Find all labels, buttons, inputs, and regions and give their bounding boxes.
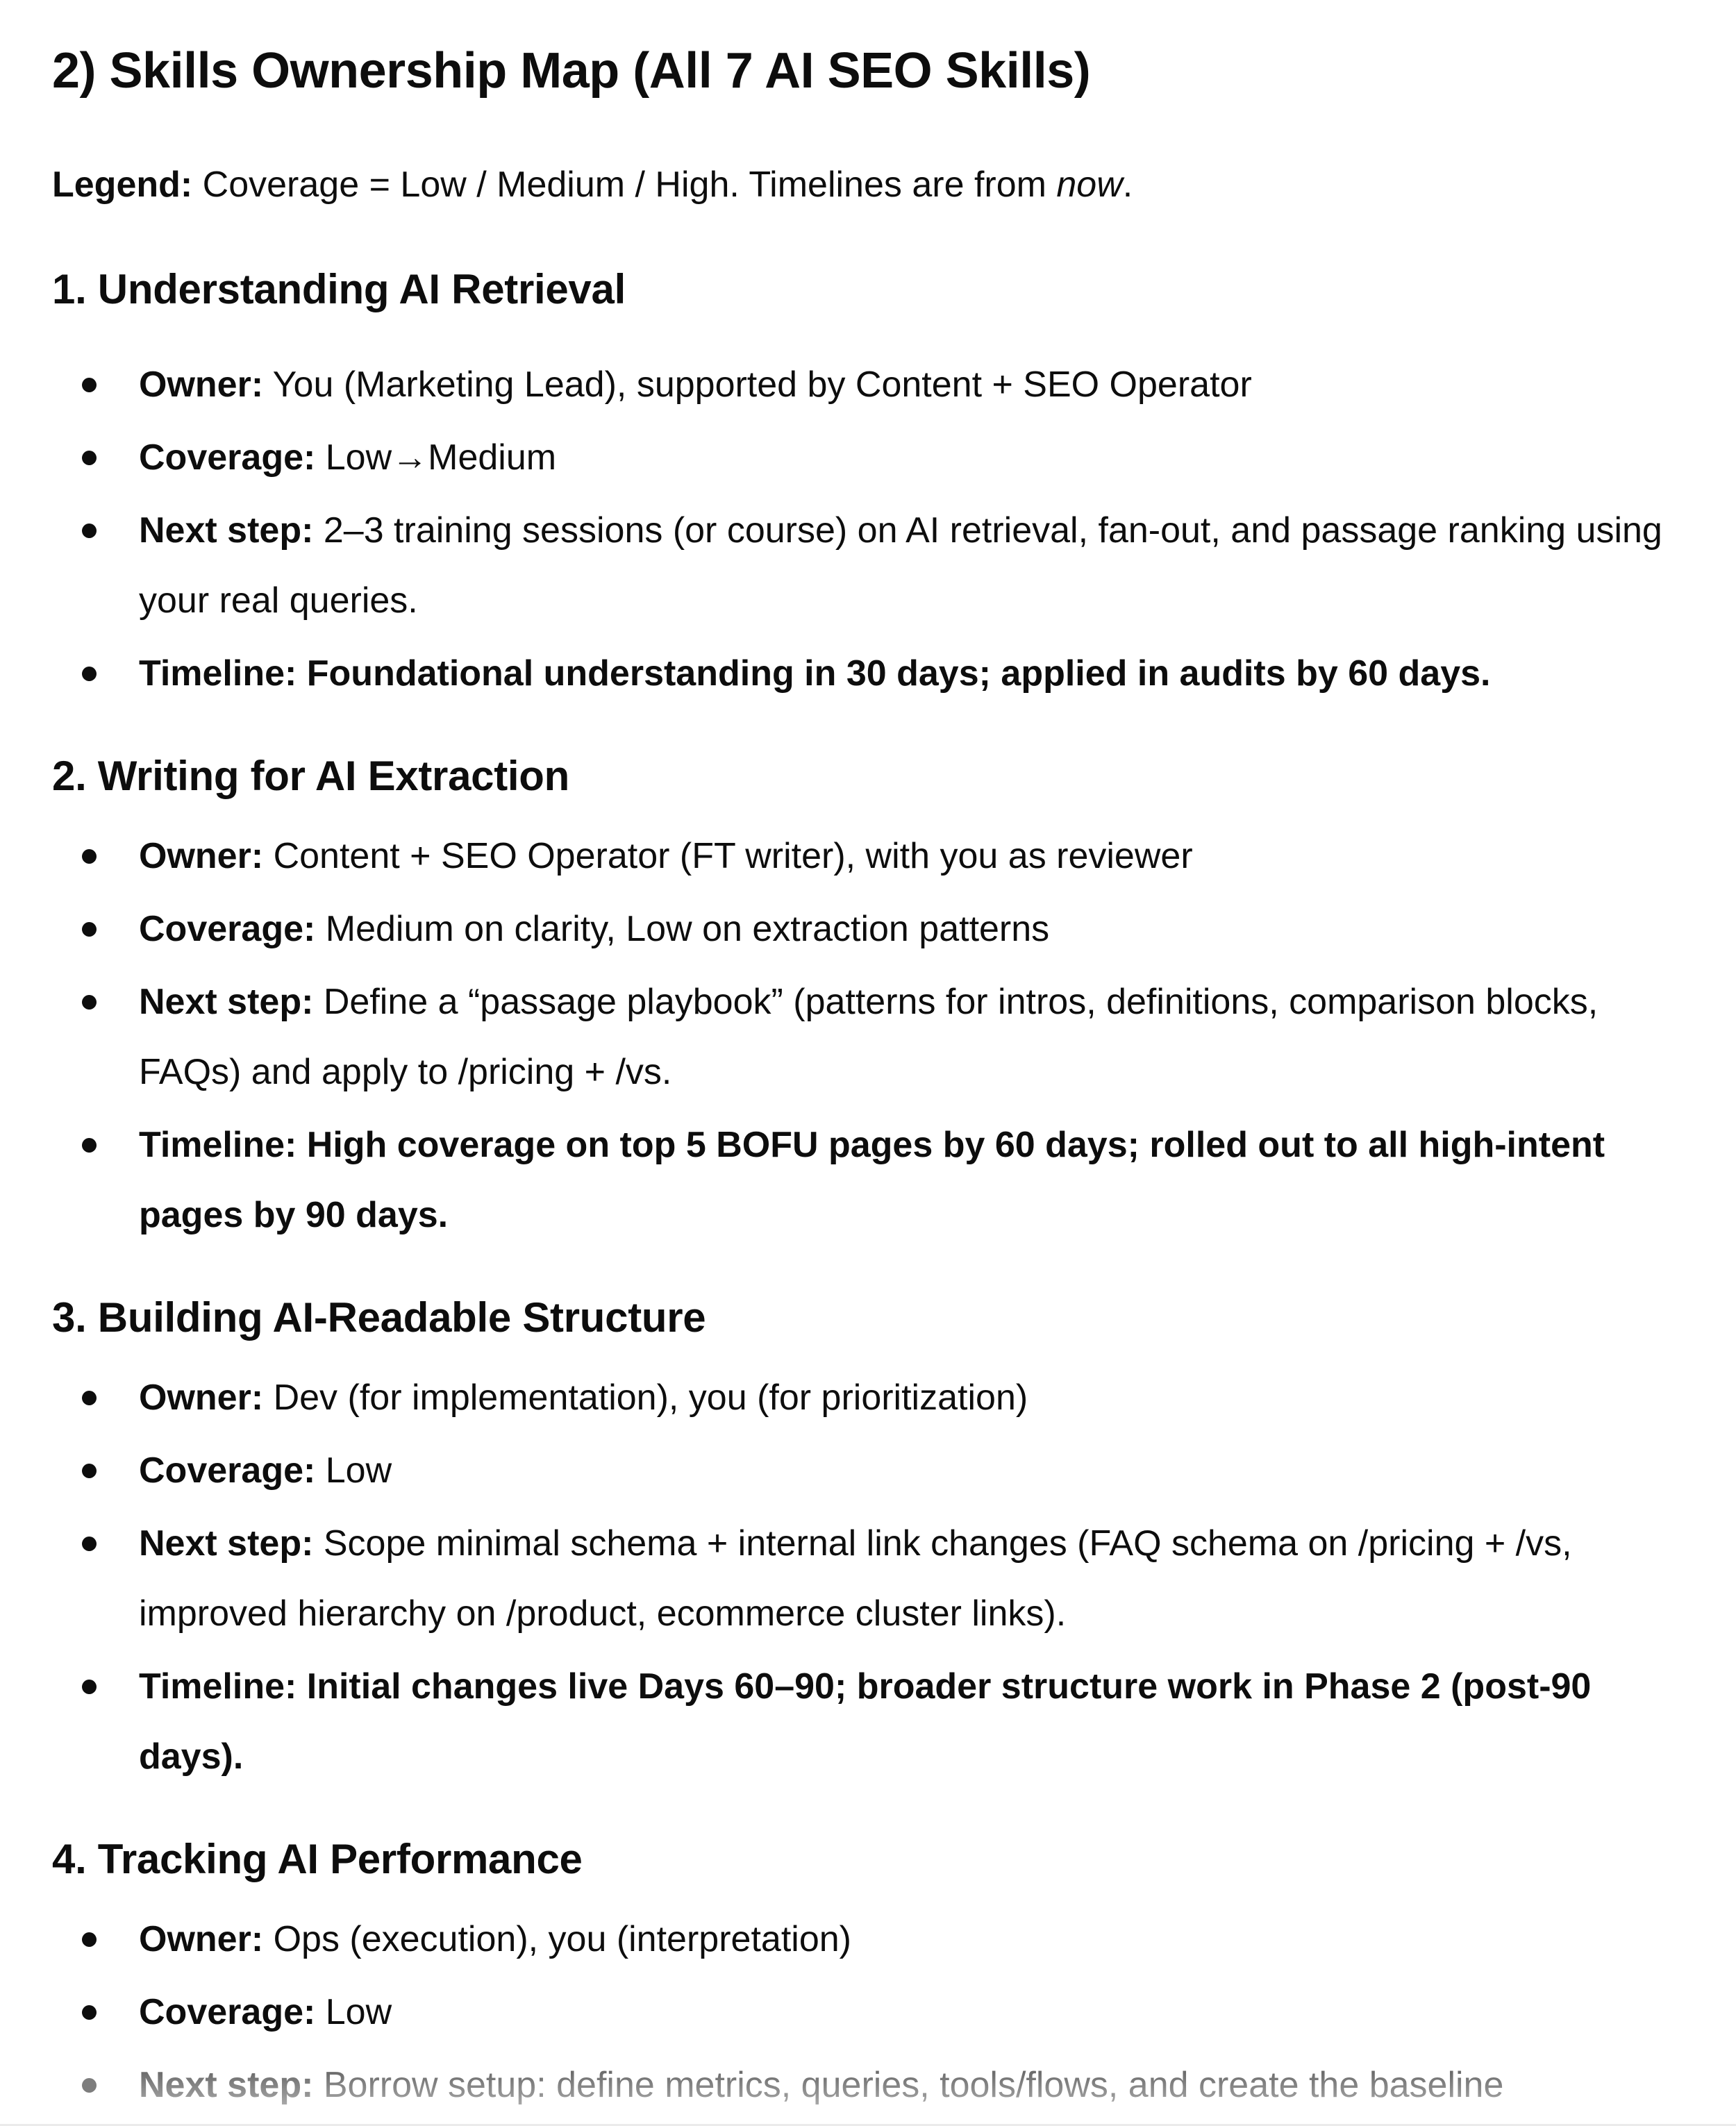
- bullet-label: Next step:: [139, 2065, 314, 2105]
- bullet-label: Timeline:: [139, 1125, 297, 1165]
- section-heading-1: 1. Understanding AI Retrieval: [52, 266, 626, 312]
- bullet-label: Owner:: [139, 836, 264, 876]
- bullet-marker: [82, 1138, 97, 1153]
- bullet-marker: [82, 2005, 97, 2020]
- bullet-marker: [82, 1391, 97, 1405]
- bullet-text: Ops (execution), you (interpretation): [263, 1919, 851, 1959]
- page-title: 2) Skills Ownership Map (All 7 AI SEO Skills): [52, 43, 1091, 99]
- section-1-bullet-list: [52, 350, 1694, 709]
- bullet-label: Coverage:: [139, 1992, 316, 2032]
- bullet-timeline: [52, 1652, 1694, 1792]
- bullet-marker: [82, 1680, 97, 1694]
- bullet-marker: [82, 1932, 97, 1947]
- bullet-text: Medium on clarity, Low on extraction patterns: [315, 909, 1050, 949]
- bullet-text: You (Marketing Lead), supported by Content + SEO Operator: [263, 365, 1252, 405]
- bullet-text: High coverage on top 5 BOFU pages by 60 days; rolled out to all high-intent pages by 90 days.: [139, 1125, 1605, 1235]
- bullet-marker: [82, 667, 97, 681]
- section-heading-4: 4. Tracking AI Performance: [52, 1836, 583, 1882]
- bullet-owner: [52, 1905, 1694, 1975]
- bullet-coverage: [52, 1436, 1694, 1506]
- bullet-marker: [82, 524, 97, 538]
- bullet-text: Low: [315, 1992, 392, 2032]
- bullet-coverage: [52, 894, 1694, 964]
- bullet-marker: [82, 995, 97, 1010]
- bullet-text: Borrow setup: define metrics, queries, tools/flows, and create the baseline: [313, 2065, 1504, 2105]
- bullet-text: Foundational understanding in 30 days; applied in audits by 60 days.: [297, 653, 1491, 694]
- section-2-bullet-list: [52, 821, 1694, 1250]
- bullet-coverage: [52, 423, 1694, 493]
- bullet-label: Next step:: [139, 510, 314, 551]
- bullet-text: Initial changes live Days 60–90; broader structure work in Phase 2 (post-90 days).: [139, 1666, 1592, 1777]
- bullet-marker: [82, 849, 97, 864]
- section-3-bullet-list: [52, 1363, 1694, 1792]
- section-heading-2: 2. Writing for AI Extraction: [52, 753, 569, 799]
- bullet-marker: [82, 2078, 97, 2093]
- legend-italic-word: now: [1056, 165, 1123, 205]
- bullet-label: Timeline:: [139, 1666, 297, 1707]
- bullet-next-step: [52, 967, 1694, 1107]
- legend-text-end: .: [1122, 165, 1133, 205]
- bullet-marker: [82, 378, 97, 392]
- bullet-label: Owner:: [139, 1919, 264, 1959]
- bullet-label: Owner:: [139, 365, 264, 405]
- bullet-label: Coverage:: [139, 909, 316, 949]
- bullet-label: Coverage:: [139, 1450, 316, 1491]
- bullet-text: 2–3 training sessions (or course) on AI retrieval, fan-out, and passage ranking using your real queries.: [139, 510, 1662, 621]
- bullet-text: Dev (for implementation), you (for prioritization): [263, 1378, 1028, 1418]
- bullet-text: Scope minimal schema + internal link changes (FAQ schema on /pricing + /vs, improved hierarchy on /product, ecommerce cluster links).: [139, 1523, 1572, 1634]
- bullet-marker: [82, 451, 97, 465]
- bullet-coverage: [52, 1977, 1694, 2048]
- bullet-text: Define a “passage playbook” (patterns for intros, definitions, comparison blocks, FAQs) and apply to /pricing + /vs.: [139, 982, 1599, 1092]
- bullet-label: Next step:: [139, 982, 314, 1022]
- bullet-label: Owner:: [139, 1378, 264, 1418]
- bullet-timeline: [52, 1110, 1694, 1250]
- bullet-label: Next step:: [139, 1523, 314, 1564]
- bullet-label: Coverage:: [139, 437, 316, 478]
- bullet-marker: [82, 1464, 97, 1478]
- bullet-owner: [52, 350, 1694, 420]
- section-4-bullet-list: [52, 1905, 1694, 2120]
- bullet-next-step-faded: [52, 2050, 1694, 2120]
- bullet-text: Low: [315, 1450, 392, 1491]
- section-heading-3: 3. Building AI-Readable Structure: [52, 1294, 706, 1341]
- bullet-next-step: [52, 1509, 1694, 1649]
- bullet-text: Low→Medium: [315, 437, 557, 478]
- legend-line: [52, 150, 1694, 219]
- bullet-marker: [82, 922, 97, 937]
- bullet-label: Timeline:: [139, 653, 297, 694]
- bullet-next-step: [52, 496, 1694, 636]
- legend-label: Legend:: [52, 165, 193, 205]
- bullet-marker: [82, 1537, 97, 1551]
- legend-text: Coverage = Low / Medium / High. Timelines are from: [192, 165, 1057, 205]
- bullet-text: Content + SEO Operator (FT writer), with you as reviewer: [263, 836, 1193, 876]
- bullet-owner: [52, 1363, 1694, 1433]
- bullet-timeline: [52, 639, 1694, 709]
- bullet-owner: [52, 821, 1694, 892]
